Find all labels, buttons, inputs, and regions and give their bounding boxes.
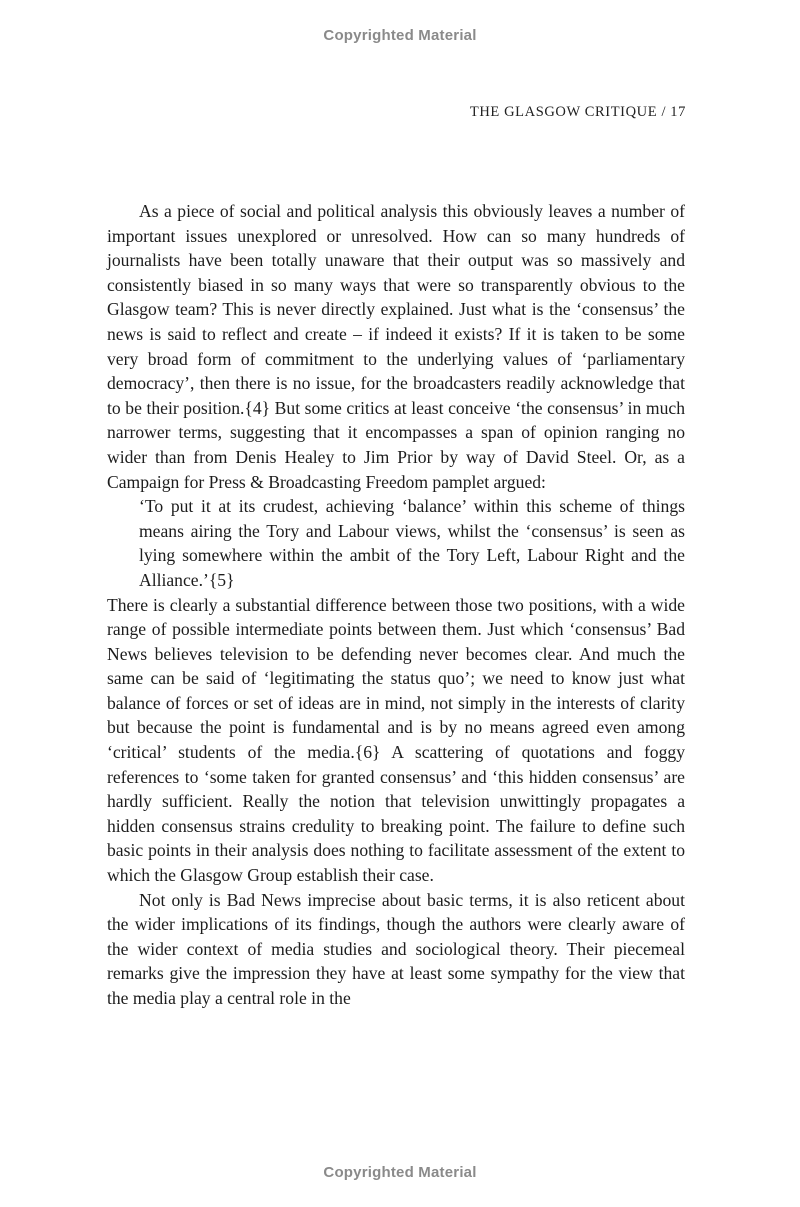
body-paragraph: As a piece of social and political analysis this obviously leaves a number of important issues unexplored or unresolved. How can so many hundreds of journalists have been totally unaware that their output was so massively and consistently biased in so many ways that were so transparently obvious to the Glasgow team? This is never directly explained. Just what is the ‘consensus’ the news is said to reflect and create – if indeed it exists? If it is taken to be some very broad form of commitment to the underlying values of ‘parliamentary democracy’, then there is no issue, for the broadcasters readily acknowledge that to be their position.{4} But some critics at least conceive ‘the consensus’ in much narrower terms, suggesting that it encompasses a span of opinion ranging no wider than from Denis Healey to Jim Prior by way of David Steel. Or, as a Campaign for Press & Broadcasting Freedom pamplet argued: <box>107 201 685 492</box>
running-head: THE GLASGOW CRITIQUE / 17 <box>469 104 686 120</box>
copyright-watermark-top: Copyrighted Material <box>323 27 477 44</box>
body-paragraph: Not only is Bad News imprecise about basic terms, it is also reticent about the wider implications of its findings, though the authors were clearly aware of the wider context of media studies and sociological theory. Their piecemeal remarks give the impression they have at least some sympathy for the view that the media play a central role in the <box>107 889 685 1008</box>
body-paragraph: There is clearly a substantial difference between those two positions, with a wide range of possible intermediate points between them. Just which ‘consensus’ Bad News believes television to be defending never becomes clear. And much the same can be said of ‘legitimating the status quo’; we need to know just what balance of forces or set of ideas are in mind, not simply in the interests of clarity but because the point is fundamental and is by no means agreed even among ‘critical’ students of the media.{6} A scattering of quotations and foggy references to ‘some taken for granted consensus’ and ‘this hidden consensus’ are hardly sufficient. Really the notion that television unwittingly propagates a hidden consensus strains credulity to breaking point. The failure to define such basic points in their analysis does nothing to facilitate assessment of the extent to which the Glasgow Group establish their case. <box>107 594 685 886</box>
copyright-watermark-bottom: Copyrighted Material <box>323 1164 477 1181</box>
page-body <box>107 199 685 1011</box>
block-quote: ‘To put it at its crudest, achieving ‘balance’ within this scheme of things means airing the Tory and Labour views, whilst the ‘consensus’ is seen as lying somewhere within the ambit of the Tory Left, Labour Right and the Alliance.’{5} <box>139 496 685 590</box>
